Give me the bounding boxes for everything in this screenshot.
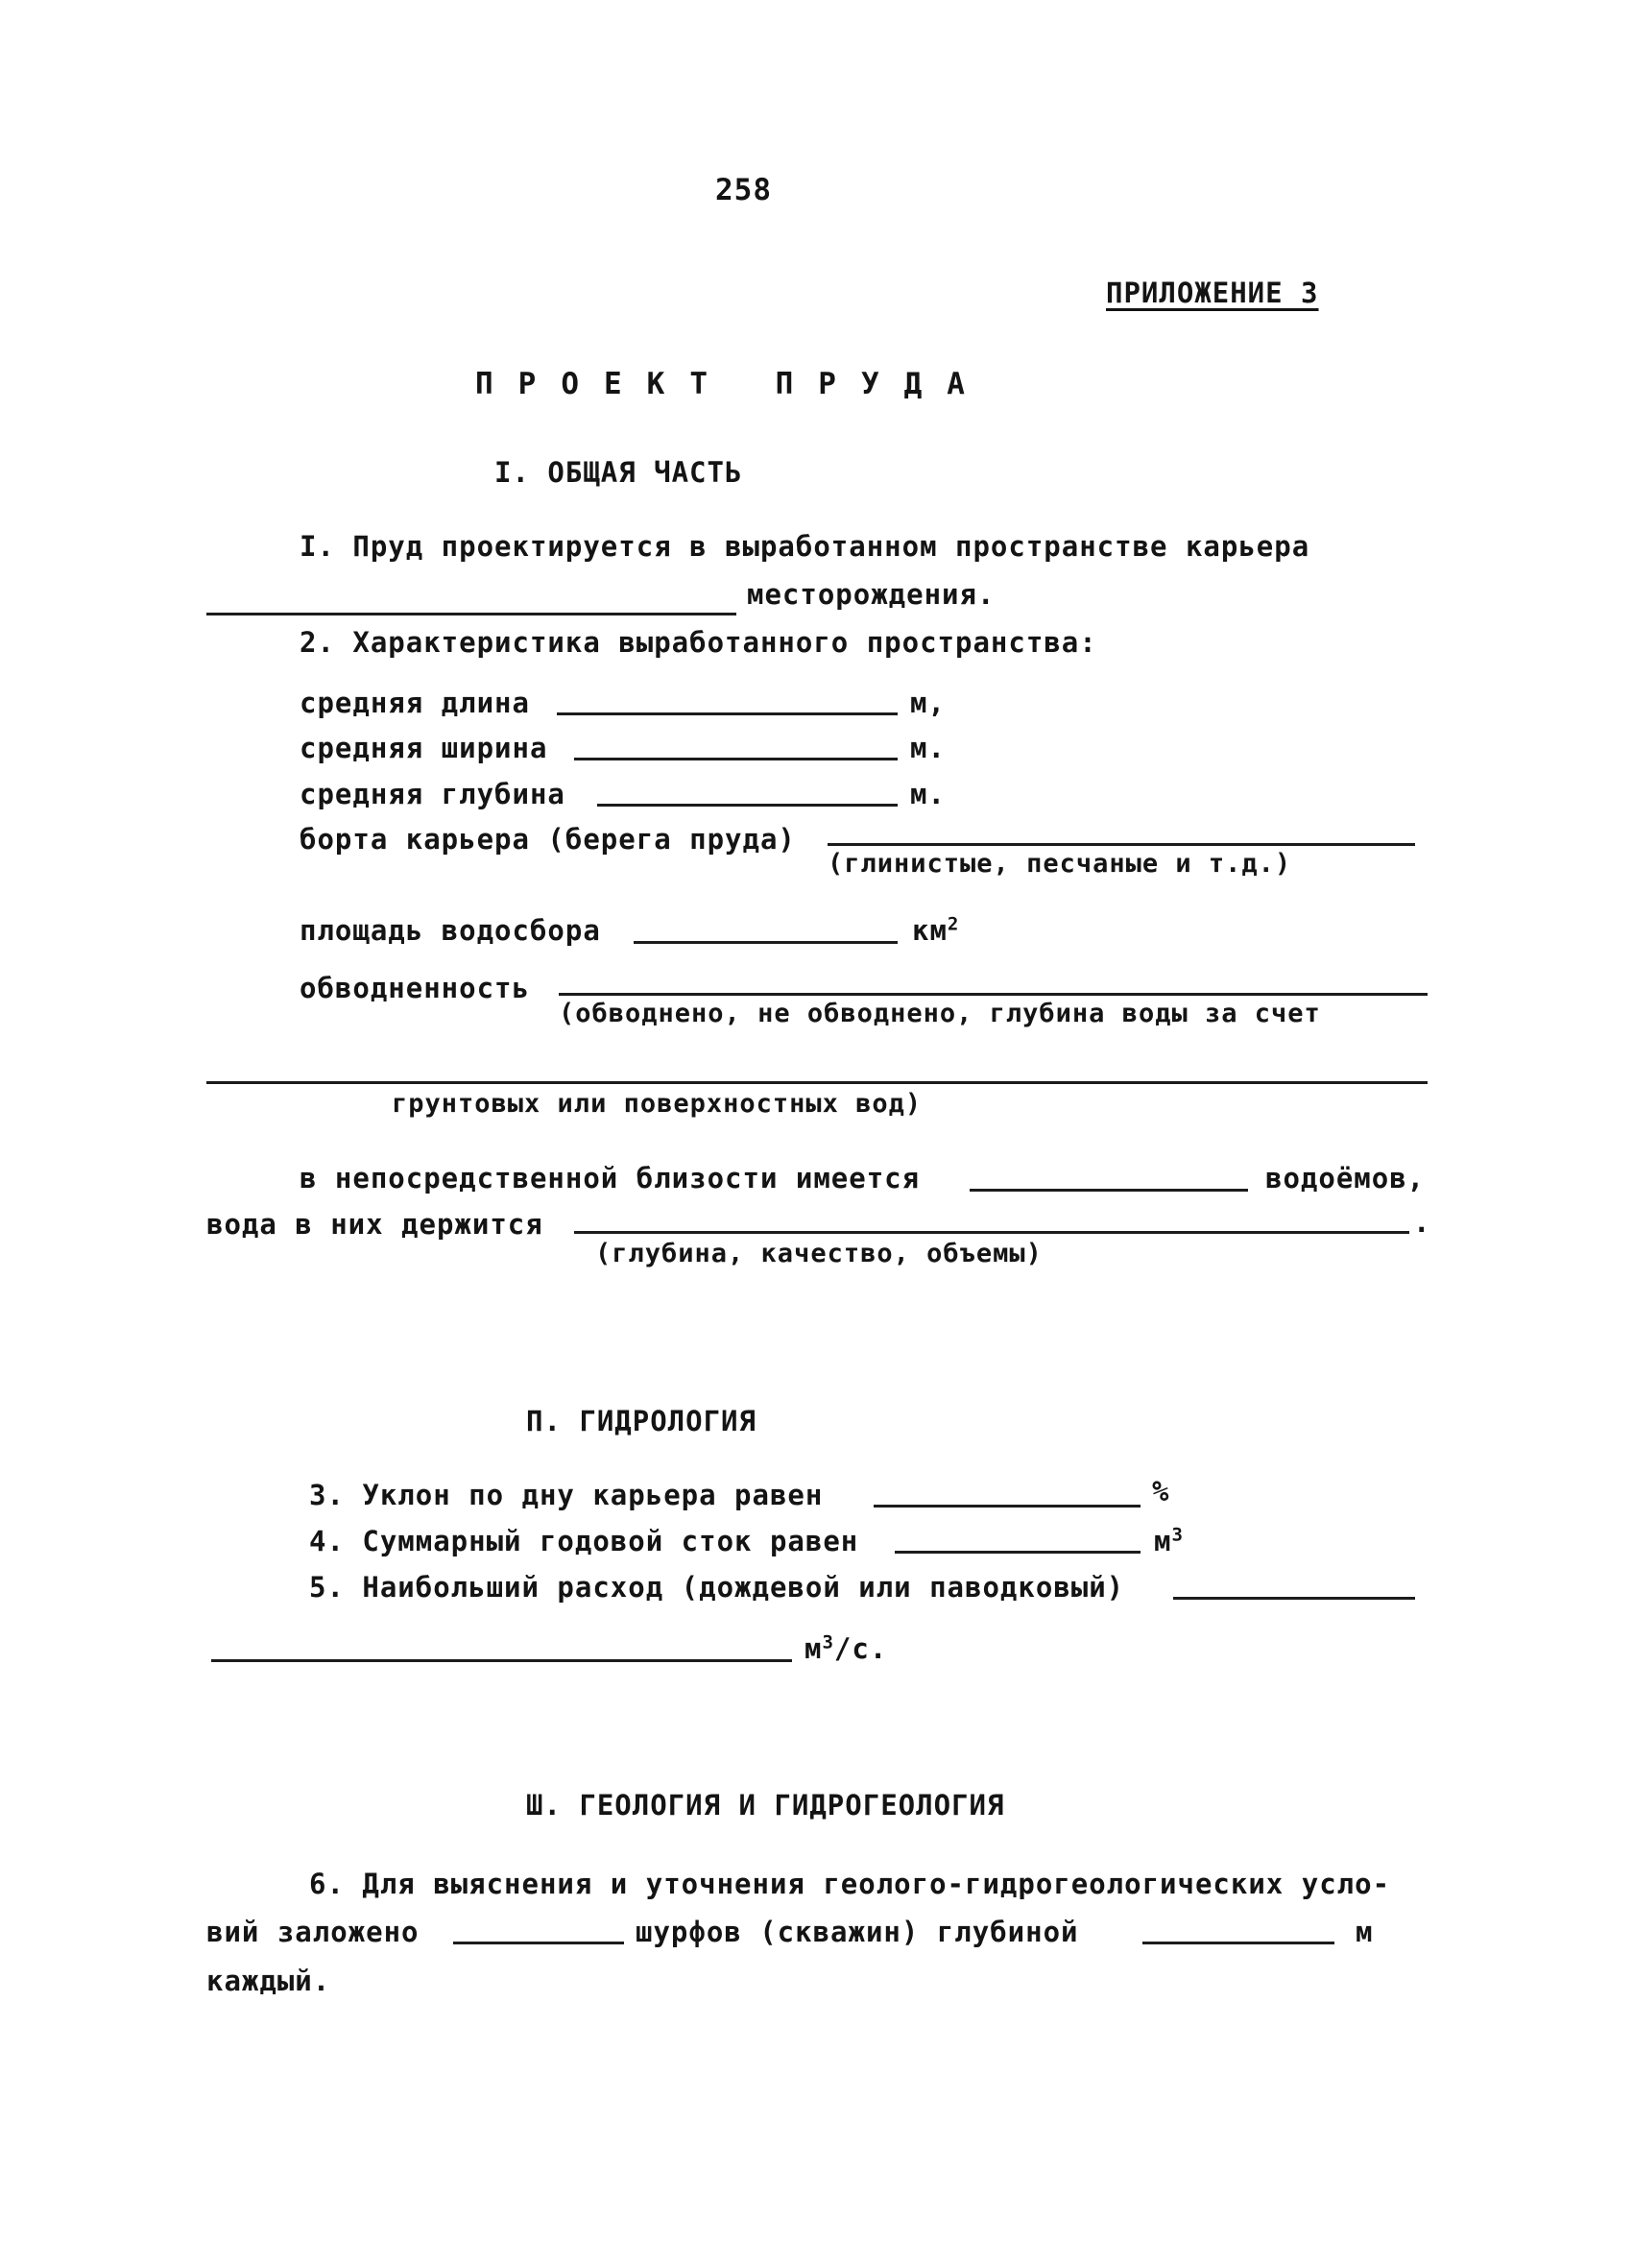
discharge-blank-2 bbox=[211, 1659, 792, 1662]
banks-label: борта карьера (берега пруда) bbox=[300, 823, 796, 856]
item1-text: I. Пруд проектируется в выработанном пространстве карьера bbox=[300, 530, 1310, 563]
item6-text: 6. Для выяснения и уточнения геолого-гидрогеологических усло- bbox=[309, 1868, 1391, 1900]
length-unit: м, bbox=[910, 687, 946, 719]
length-label: средняя длина bbox=[300, 687, 530, 719]
depth-label: средняя глубина bbox=[300, 778, 565, 810]
ponds-count-blank bbox=[970, 1189, 1248, 1192]
catchment-blank bbox=[634, 941, 898, 944]
item6-line3: каждый. bbox=[206, 1965, 331, 1997]
depth-unit: м. bbox=[910, 778, 946, 810]
water-hint: (глубина, качество, объемы) bbox=[595, 1239, 1043, 1268]
width-blank bbox=[574, 758, 898, 760]
banks-hint: (глинистые, песчаные и т.д.) bbox=[828, 849, 1292, 879]
item2-text: 2. Характеристика выработанного пространства: bbox=[300, 626, 1097, 659]
length-blank bbox=[557, 712, 898, 715]
discharge-unit: $м^3/с$. bbox=[804, 1631, 888, 1665]
section1-heading: I. ОБЩАЯ ЧАСТЬ bbox=[494, 456, 743, 489]
section3-heading: Ш. ГЕОЛОГИЯ И ГИДРОГЕОЛОГИЯ bbox=[526, 1789, 1005, 1822]
width-label: средняя ширина bbox=[300, 732, 548, 764]
item5-text: 5. Наибольший расход (дождевой или паводковый) bbox=[309, 1571, 1125, 1604]
item6-line2-mid: шурфов (скважин) глубиной bbox=[636, 1916, 1079, 1948]
catchment-unit: $км^2$ bbox=[912, 913, 960, 947]
depth-blank bbox=[597, 804, 898, 807]
item4-text: 4. Суммарный годовой сток равен bbox=[309, 1525, 859, 1557]
item1-tail: месторождения. bbox=[747, 578, 996, 611]
pits-depth-unit: м bbox=[1356, 1916, 1374, 1948]
watering-hint-1: (обводнено, не обводнено, глубина воды за счет bbox=[559, 999, 1321, 1028]
catchment-label: площадь водосбора bbox=[300, 914, 601, 947]
width-unit: м. bbox=[910, 732, 946, 764]
water-kept-text: вода в них держится bbox=[206, 1208, 543, 1241]
water-kept-period: . bbox=[1413, 1206, 1431, 1239]
pits-depth-blank bbox=[1142, 1942, 1334, 1944]
section2-heading: П. ГИДРОЛОГИЯ bbox=[526, 1405, 756, 1437]
runoff-unit: $м^3$ bbox=[1154, 1524, 1184, 1557]
appendix-label: ПРИЛОЖЕНИЕ 3 bbox=[1106, 277, 1319, 309]
deposit-blank bbox=[206, 613, 736, 615]
runoff-blank bbox=[895, 1551, 1141, 1554]
discharge-blank bbox=[1173, 1597, 1415, 1600]
watering-blank bbox=[559, 993, 1428, 996]
nearby-text: в непосредственной близости имеется bbox=[300, 1162, 921, 1194]
slope-unit: % bbox=[1152, 1475, 1170, 1508]
watering-label: обводненность bbox=[300, 972, 530, 1004]
item6-line2-start: вий заложено bbox=[206, 1916, 420, 1948]
item3-text: 3. Уклон по дну карьера равен bbox=[309, 1479, 824, 1511]
document-title: ПРОЕКТ ПРУДА bbox=[475, 367, 990, 401]
pits-count-blank bbox=[453, 1942, 624, 1944]
water-kept-blank bbox=[574, 1231, 1409, 1234]
page-number: 258 bbox=[715, 173, 772, 207]
banks-blank bbox=[828, 843, 1415, 846]
watering-blank-2 bbox=[206, 1081, 1428, 1084]
nearby-tail: водоёмов, bbox=[1265, 1162, 1426, 1194]
watering-hint-2: грунтовых или поверхностных вод) bbox=[392, 1089, 923, 1119]
slope-blank bbox=[874, 1505, 1141, 1508]
